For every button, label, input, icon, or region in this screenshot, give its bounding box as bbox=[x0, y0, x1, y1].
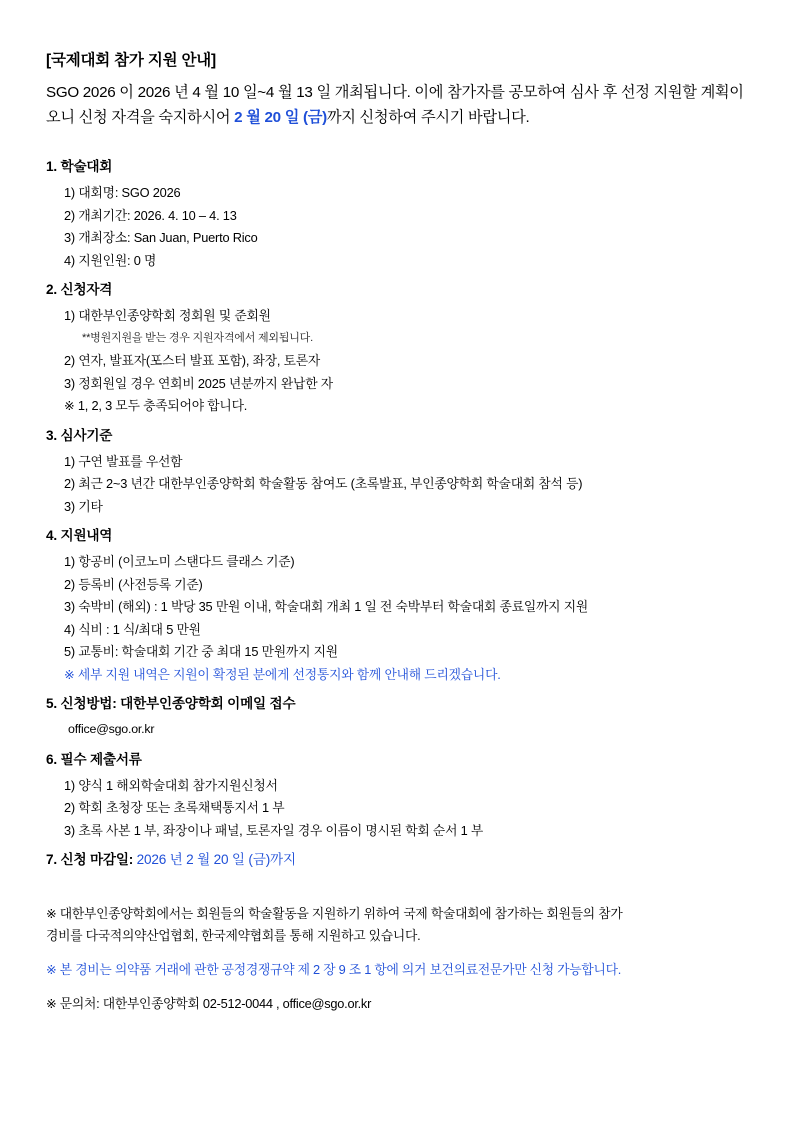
section-heading bbox=[46, 279, 747, 301]
section-items bbox=[46, 305, 747, 417]
list-item: 4) 지원인원: 0 명 bbox=[64, 252, 157, 268]
section-number: 3. bbox=[46, 427, 57, 443]
list-item: 3) 숙박비 (해외) : 1 박당 35 만원 이내, 학술대회 개최 1 일 전 숙박부터 학술대회 종료일까지 지원 bbox=[64, 599, 589, 614]
intro-line-1: SGO 2026 이 2026 년 4 월 10 일~4 월 13 일 개최됩니다. 이에 참가자를 공모하여 심사 후 선정 bbox=[46, 84, 650, 101]
list-item: 3) 개최장소: San Juan, Puerto Rico bbox=[64, 230, 258, 245]
section-review-criteria bbox=[46, 425, 747, 518]
list-item: 3) 초록 사본 1 부, 좌장이나 패널, 토론자일 경우 이름이 명시된 학회 순서 1 부 bbox=[64, 822, 484, 838]
section-title: 신청 마감일: bbox=[60, 852, 134, 867]
footnote-support-policy bbox=[46, 903, 747, 946]
section-title: 심사기준 bbox=[60, 427, 113, 443]
list-item: 1) 대한부인종양학회 정회원 및 준회원 bbox=[64, 308, 271, 323]
page-title: [국제대회 참가 지원 안내] bbox=[46, 52, 216, 69]
list-item: ※ 1, 2, 3 모두 충족되어야 합니다. bbox=[64, 398, 248, 413]
section-heading bbox=[46, 849, 747, 871]
section-title: 신청자격 bbox=[60, 282, 113, 297]
footnote-line: ※ 본 경비는 의약품 거래에 관한 공정경쟁규약 제 2 장 9 조 1 항에 의거 보건의료전문가만 신청 가능합니다. bbox=[46, 961, 622, 977]
section-items bbox=[46, 182, 747, 271]
list-item: 4) 식비 : 1 식/최대 5 만원 bbox=[64, 621, 201, 637]
section-number: 4. bbox=[46, 528, 57, 543]
deadline-value: 2026 년 2 월 20 일 (금)까지 bbox=[136, 852, 296, 867]
footnote-line: 경비를 다국적의약산업협회, 한국제약협회를 통해 지원하고 있습니다. bbox=[46, 927, 421, 943]
section-heading bbox=[46, 749, 747, 771]
section-application-method bbox=[46, 693, 747, 741]
list-item: 2) 개최기간: 2026. 4. 10 – 4. 13 bbox=[64, 207, 237, 223]
section-items bbox=[46, 775, 747, 842]
intro-line-2-part-a: 지원할 계획이오니 신청 자격을 숙지하시어 bbox=[46, 84, 744, 126]
contact-email[interactable]: office@sgo.or.kr bbox=[68, 722, 155, 736]
list-item: 1) 양식 1 해외학술대회 참가지원신청서 bbox=[64, 777, 278, 793]
section-required-documents bbox=[46, 749, 747, 842]
list-item: 2) 등록비 (사전등록 기준) bbox=[64, 576, 203, 592]
section-heading bbox=[46, 693, 747, 715]
section-application-deadline bbox=[46, 849, 747, 871]
section-title: 학술대회 bbox=[60, 159, 113, 174]
list-item: 3) 정회원일 경우 연회비 2025 년분까지 완납한 자 bbox=[64, 375, 333, 391]
list-item: 1) 구연 발표를 우선함 bbox=[64, 453, 183, 469]
section-title: 신청방법: 대한부인종양학회 이메일 접수 bbox=[60, 696, 296, 711]
section-number: 1. bbox=[46, 159, 57, 174]
footnote-contact bbox=[46, 993, 747, 1015]
section-number: 5. bbox=[46, 696, 57, 711]
list-item: 1) 대회명: SGO 2026 bbox=[64, 185, 181, 200]
intro-line-2-part-b: 까지 신청하여 주시기 바랍니다. bbox=[326, 109, 530, 126]
list-item: 1) 항공비 (이코노미 스탠다드 클래스 기준) bbox=[64, 554, 295, 569]
footnote-line: ※ 대한부인종양학회에서는 회원들의 학술활동을 지원하기 위하여 국제 학술대회에 참가하는 회원들의 참가 bbox=[46, 906, 623, 921]
section-heading bbox=[46, 525, 747, 547]
list-item: 2) 학회 초청장 또는 초록채택통지서 1 부 bbox=[64, 800, 285, 815]
section-items bbox=[46, 719, 747, 741]
section-title: 지원내역 bbox=[60, 528, 113, 543]
section-support-details bbox=[46, 525, 747, 685]
section-number: 7. bbox=[46, 852, 57, 867]
list-item: 2) 최근 2~3 년간 대한부인종양학회 학술활동 참여도 (초록발표, 부인종양학회 학술대회 참석 등) bbox=[64, 476, 583, 491]
section-eligibility bbox=[46, 279, 747, 417]
footnote-line: ※ 문의처: 대한부인종양학회 02-512-0044 , office@sgo.or.kr bbox=[46, 996, 372, 1012]
deadline-highlight: 2 월 20 일 (금) bbox=[234, 109, 327, 126]
section-number: 6. bbox=[46, 751, 57, 767]
list-item: 2) 연자, 발표자(포스터 발표 포함), 좌장, 토론자 bbox=[64, 353, 321, 368]
section-items bbox=[46, 451, 747, 518]
section-heading bbox=[46, 425, 747, 447]
list-item: 5) 교통비: 학술대회 기간 중 최대 15 만원까지 지원 bbox=[64, 644, 338, 659]
section-heading bbox=[46, 156, 747, 178]
footnote-fair-competition bbox=[46, 959, 747, 981]
section-academic-conference bbox=[46, 156, 747, 271]
section-number: 2. bbox=[46, 282, 57, 297]
section-items bbox=[46, 551, 747, 685]
list-item: 3) 기타 bbox=[64, 498, 103, 514]
sections-list bbox=[46, 156, 747, 871]
footnotes bbox=[46, 903, 747, 1015]
section-title: 필수 제출서류 bbox=[60, 751, 142, 767]
intro-paragraph bbox=[46, 80, 747, 130]
list-item-note-blue: ※ 세부 지원 내역은 지원이 확정된 분에게 선정통지와 함께 안내해 드리겠습니다. bbox=[64, 666, 501, 682]
list-item-note: **병원지원을 받는 경우 지원자격에서 제외됩니다. bbox=[82, 331, 313, 344]
